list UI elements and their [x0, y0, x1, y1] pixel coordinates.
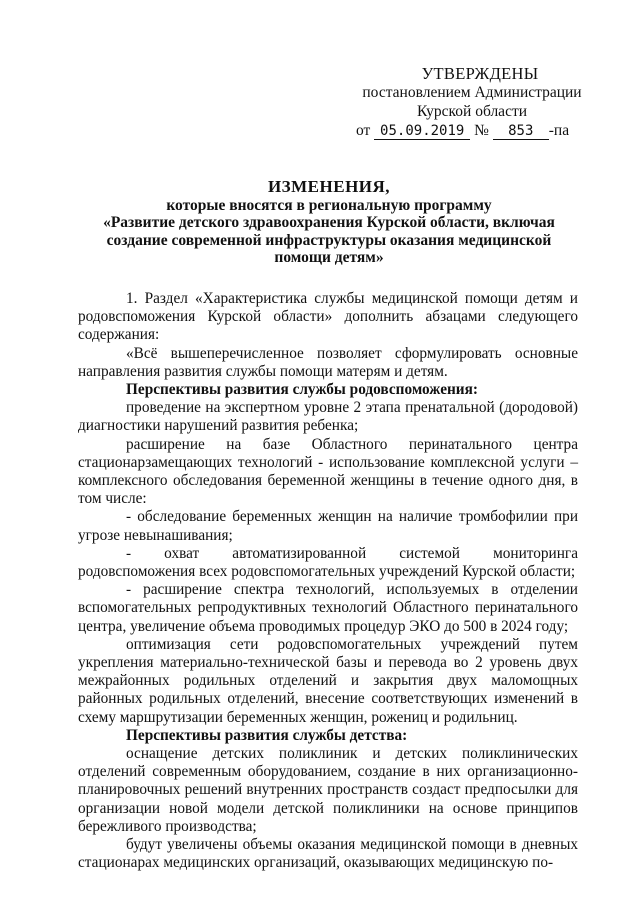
approval-stamp-block	[356, 64, 588, 140]
paragraph-section-intro: 1. Раздел «Характеристика службы медицинской помощи детям и родовспоможения Курской области» дополнить абзацами следующего содержания:	[78, 290, 578, 344]
approval-line-region: Курской области	[416, 103, 528, 120]
paragraph-summary: «Всё вышеперечисленное позволяет сформулировать основные направления развития службы помощи матерям и детям.	[78, 344, 578, 380]
approval-date-number-line	[356, 121, 588, 140]
paragraph-thrombophilia: - обследование беременных женщин на наличие тромбофилии при угрозе невынашивания;	[78, 508, 578, 544]
paragraph-network-optimization: оптимизация сети родовспомогательных учреждений путем укрепления материально-технической базы и перевода во 2 уровень двух межрайонных родильных отделений и закрытия двух маломощных районных родильных отделений, внесение соответствующих изменений в схему маршрутизации беременных женщин, рожениц и родильниц.	[78, 635, 578, 726]
paragraph-monitoring-system: - охват автоматизированной системой мониторинга родовспоможения всех родовспомогательных учреждений Курской области;	[78, 544, 578, 581]
paragraph-prenatal-diagnostics: проведение на экспертном уровне 2 этапа пренатальной (дородовой) диагностики нарушений развития ребенка;	[78, 399, 578, 435]
document-body	[78, 290, 578, 873]
approval-from-label: от	[356, 122, 371, 139]
approval-heading: УТВЕРЖДЕНЫ	[421, 64, 539, 83]
approval-number-label: №	[474, 122, 489, 139]
paragraph-perinatal-center: расширение на базе Областного перинатального центра стационарзамещающих технологий - использование комплексной услуги – комплексного обследования беременной женщины в течение одного дня, в том числе:	[78, 435, 578, 508]
heading-childhood-prospects: Перспективы развития службы детства:	[126, 726, 408, 744]
document-title-block	[78, 178, 580, 267]
program-name: «Развитие детского здравоохранения Курской области, включая создание современной инфраструктуры оказания медицинской помощи детям»	[103, 214, 555, 266]
approval-number: 853	[493, 123, 549, 140]
approval-line-decree: постановлением Администрации	[362, 84, 582, 101]
paragraph-reproductive-tech: - расширение спектра технологий, используемых в отделении вспомогательных репродуктивных технологий Областного перинатального центра, увеличение объема проводимых процедур ЭКО до 500 в 2024 году;	[78, 581, 578, 635]
paragraph-polyclinic-equipment: оснащение детских поликлиник и детских поликлинических отделений современным оборудованием, создание в них организационно-планировочных решений внутренних пространств создаст предпосылки для организации новой модели детской поликлиники на основе принципов бережливого производства;	[78, 745, 578, 835]
paragraph-day-hospitals: будут увеличены объемы оказания медицинской помощи в дневных стационарах медицинских организаций, оказывающих медицинскую по-	[78, 836, 578, 872]
heading-obstetrics-prospects: Перспективы развития службы родовспоможения:	[126, 381, 478, 399]
document-subtitle-line1: которые вносятся в региональную программу	[166, 196, 492, 214]
approval-date: 05.09.2019	[374, 123, 470, 140]
approval-suffix: -па	[548, 122, 570, 139]
document-title: ИЗМЕНЕНИЯ,	[267, 177, 391, 196]
